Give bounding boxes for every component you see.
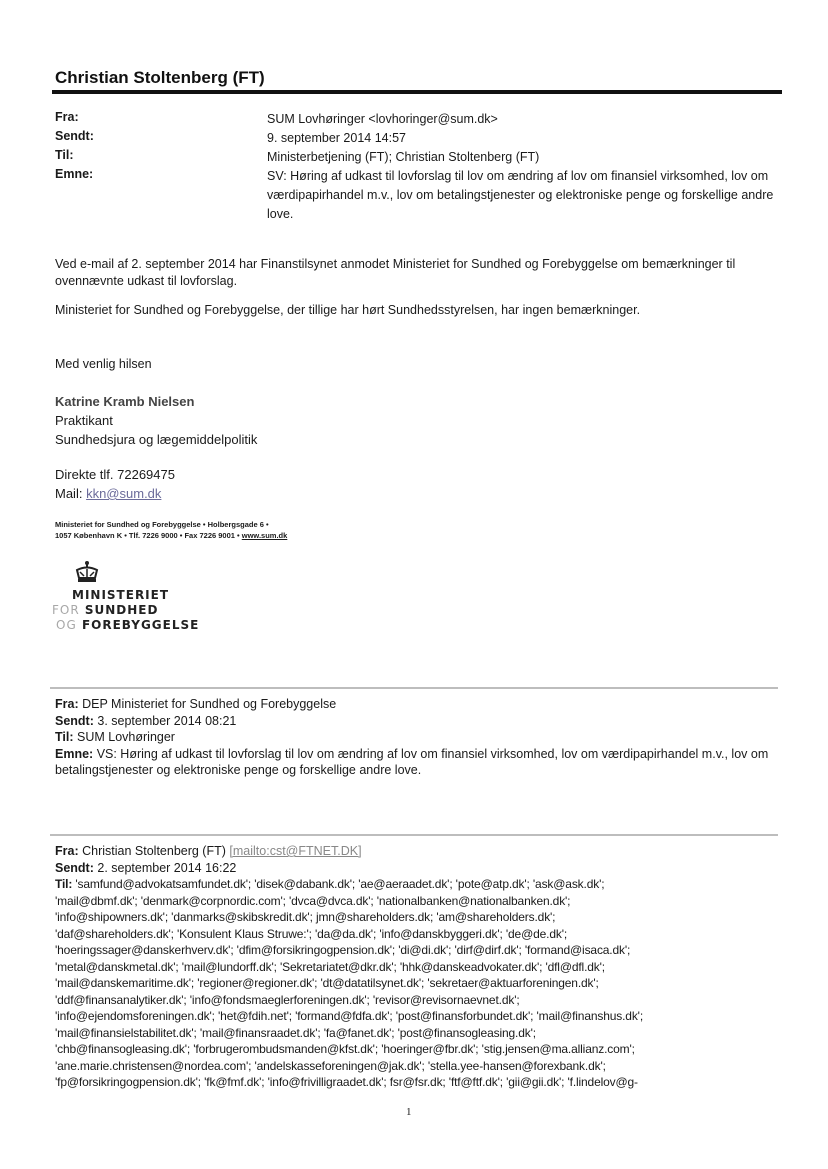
field-label: Til:: [55, 148, 74, 162]
logo-line-2: FOR SUNDHED: [52, 603, 159, 617]
recipient-list: [55, 876, 790, 1091]
recipient-line: 'chb@finansogleasing.dk'; 'forbrugerombudsmanden@kfst.dk'; 'hoeringer@fbr.dk'; 'stig.jensen@ma.allianz.com';: [55, 1042, 635, 1056]
title-rule: [52, 90, 782, 94]
field-value: SV: Høring af udkast til lovforslag til lov om ændring af lov om finansiel virksomhed, lov om værdipapirhandel m.v., lov om betalingstjenester og elektroniske penge og forskellige andre love.: [267, 169, 774, 221]
website-link[interactable]: www.sum.dk: [241, 531, 288, 540]
forward-header-2: Fra: Christian Stoltenberg (FT) [mailto:cst@FTNET.DK] Sendt: 2. september 2014 16:22: [55, 844, 362, 875]
recipient-line: Til: 'samfund@advokatsamfundet.dk'; 'disek@dabank.dk'; 'ae@aeraadet.dk'; 'pote@atp.dk'; 'ask@ask.dk';: [55, 877, 605, 891]
mailto-link[interactable]: [mailto:cst@FTNET.DK]: [229, 844, 362, 858]
recipient-line: 'metal@danskmetal.dk'; 'mail@lundorff.dk'; 'Sekretariatet@dkr.dk'; 'hhk@danskeadvokater.dk'; 'dfl@dfl.dk';: [55, 959, 605, 974]
recipient-line: 'mail@dbmf.dk'; 'denmark@corpnordic.com'; 'dvca@dvca.dk'; 'nationalbanken@nationalbanken.dk';: [55, 893, 571, 908]
crown-icon: [74, 560, 100, 586]
mail-link[interactable]: kkn@sum.dk: [86, 486, 162, 501]
recipient-line: 'info@ejendomsforeningen.dk'; 'het@fdih.net'; 'formand@fdfa.dk'; 'post@finansforbundet.dk'; 'mail@finanshus.dk';: [55, 1009, 644, 1023]
signature-phone: Direkte tlf. 72269475: [55, 467, 175, 482]
forward-header-1: Fra: DEP Ministeriet for Sundhed og Forebyggelse Sendt: 3. september 2014 08:21 Til: SUM Lovhøringer Emne: VS: Høring af udkast til lovforslag til lov om ændring af lov om finansiel virksomhed, lov om værdipapirhandel m.v., lov om betalingstjenester og elektroniske penge og forskellige andre love.: [55, 697, 769, 777]
recipient-line: 'mail@finansielstabilitet.dk'; 'mail@finansraadet.dk'; 'fa@fanet.dk'; 'post@finansogleasing.dk';: [55, 1025, 536, 1040]
footer-line-1: Ministeriet for Sundhed og Forebyggelse • Holbergsgade 6 •: [55, 520, 269, 529]
separator-rule: [50, 834, 778, 836]
recipient-line: 'ane.marie.christensen@nordea.com'; 'andelskasseforeningen@jak.dk'; 'stella.yee-hansen@forexbank.dk';: [55, 1058, 606, 1073]
recipient-line: 'mail@danskemaritime.dk'; 'regioner@regioner.dk'; 'dt@datatilsynet.dk'; 'sekretaer@aktuarforeningen.dk';: [55, 976, 599, 990]
recipient-line: 'hoeringssager@danskerhverv.dk'; 'dfim@forsikringogpension.dk'; 'di@di.dk'; 'dirf@dirf.dk'; 'formand@isaca.dk';: [55, 943, 631, 957]
logo-line-1: MINISTERIET: [72, 588, 170, 602]
body-paragraph-1: Ved e-mail af 2. september 2014 har Finanstilsynet anmodet Ministeriet for Sundhed og Forebyggelse om bemærkninger til ovennævnte udkast til lovforslag.: [55, 257, 736, 288]
recipient-line: 'fp@forsikringogpension.dk'; 'fk@fmf.dk'; 'info@frivilligraadet.dk'; fsr@fsr.dk; 'ftf@ftf.dk'; 'gii@gii.dk'; 'f.lindelov@g-: [55, 1075, 638, 1089]
signature-department: Sundhedsjura og lægemiddelpolitik: [55, 432, 258, 447]
body-paragraph-2: Ministeriet for Sundhed og Forebyggelse, der tillige har hørt Sundhedsstyrelsen, har ingen bemærkninger.: [55, 303, 641, 317]
greeting: Med venlig hilsen: [55, 357, 152, 371]
field-value: Ministerbetjening (FT); Christian Stoltenberg (FT): [267, 150, 540, 164]
recipient-line: 'ddf@finansanalytiker.dk'; 'info@fondsmaeglerforeningen.dk'; 'revisor@revisornaevnet.dk';: [55, 992, 520, 1007]
footer-line-2: 1057 København K • Tlf. 7226 9000 • Fax 7226 9001 • www.sum.dk: [55, 531, 288, 540]
mail-label: Mail:: [55, 486, 83, 501]
ministry-footer: [55, 519, 287, 541]
page-number: 1: [406, 1106, 412, 1118]
ministry-logo: [52, 560, 252, 640]
recipient-line: 'daf@shareholders.dk'; 'Konsulent Klaus Struwe:'; 'da@da.dk'; 'info@danskbyggeri.dk'; 'de@de.dk';: [55, 926, 568, 941]
sender-title: Christian Stoltenberg (FT): [55, 68, 265, 87]
logo-line-3: OG FOREBYGGELSE: [56, 618, 200, 632]
signature-mail: [55, 486, 161, 501]
separator-rule: [50, 687, 778, 689]
field-value: SUM Lovhøringer <lovhoringer@sum.dk>: [267, 112, 498, 126]
field-label: Sendt:: [55, 129, 94, 143]
signature-name: Katrine Kramb Nielsen: [55, 394, 195, 409]
field-label: Fra:: [55, 110, 79, 124]
signature-role: Praktikant: [55, 413, 113, 428]
field-value: 9. september 2014 14:57: [267, 131, 406, 145]
recipient-line: 'info@shipowners.dk'; 'danmarks@skibskredit.dk'; jmn@shareholders.dk; 'am@shareholders.dk';: [55, 910, 556, 924]
field-label: Emne:: [55, 167, 94, 181]
